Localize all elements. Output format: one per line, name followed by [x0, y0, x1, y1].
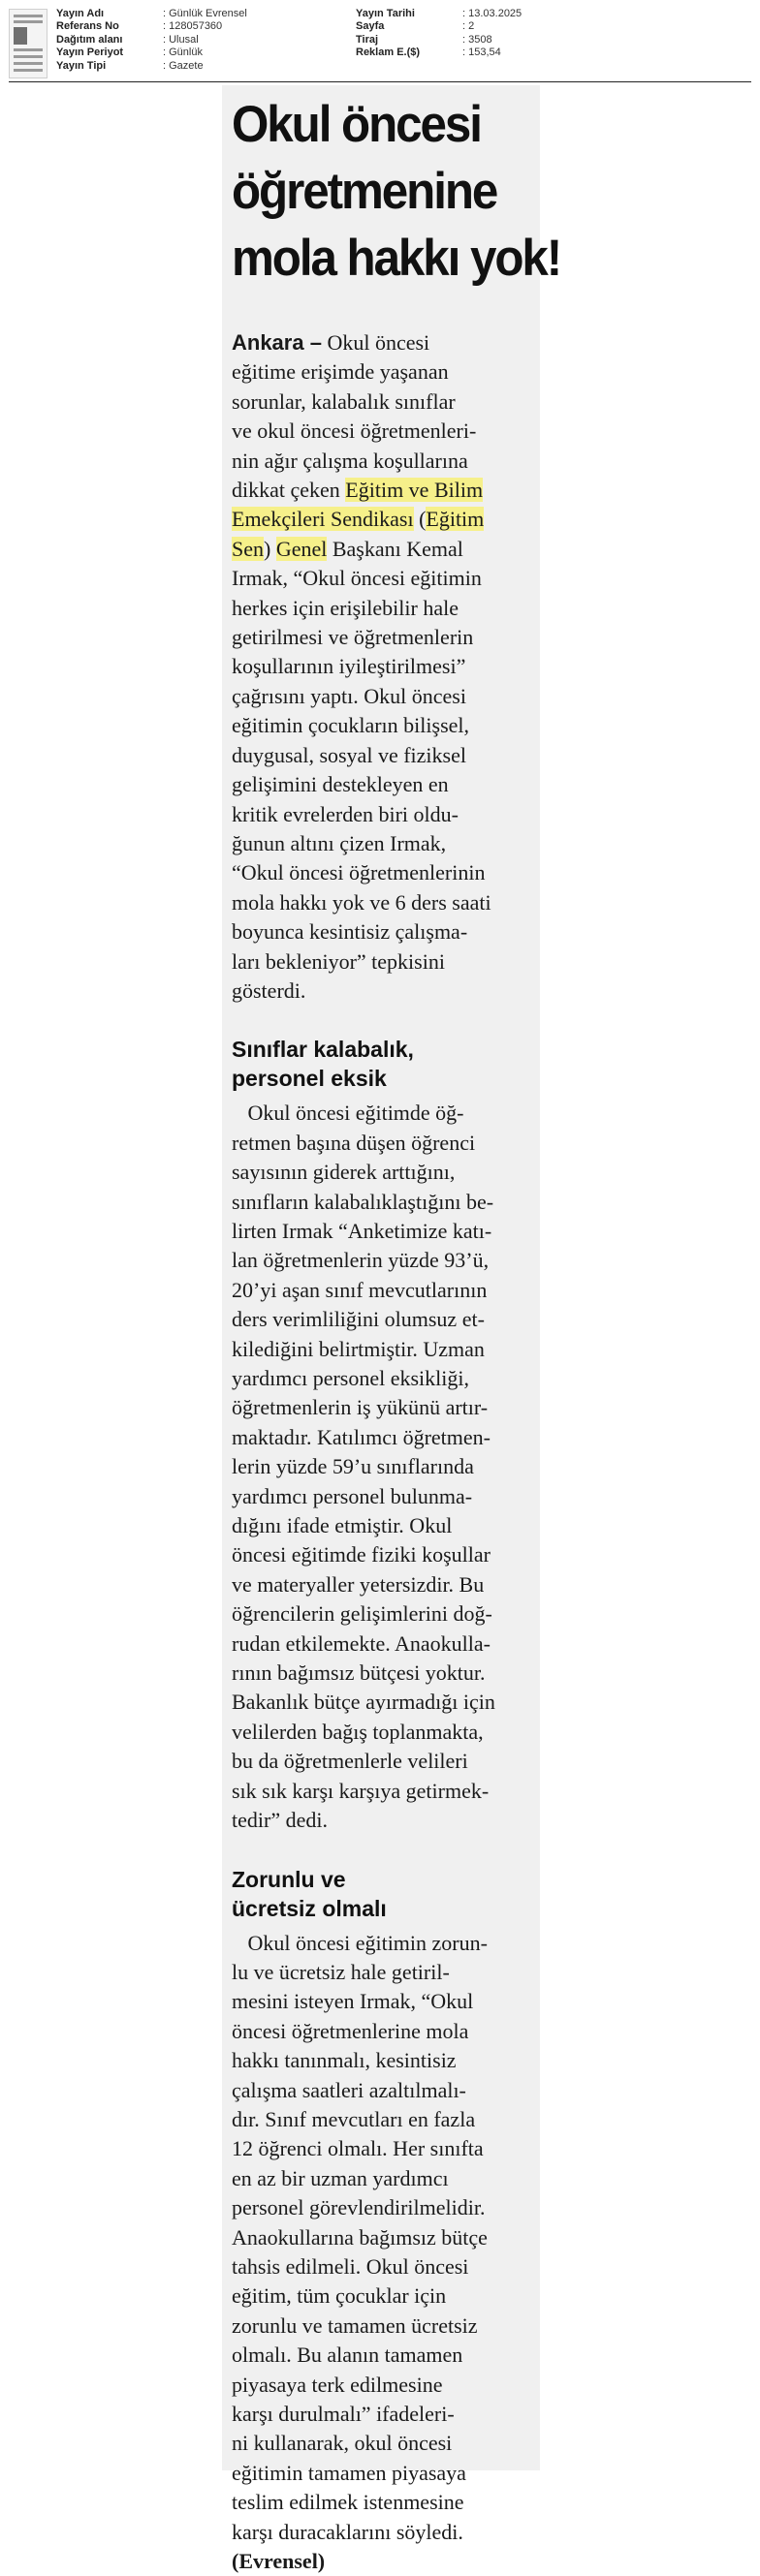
subheading-compulsory-free: Zorunlu ve ücretsiz olmalı [232, 1865, 534, 1923]
meta-row: Dağıtım alanı : Ulusal [56, 34, 247, 47]
clipping-header [0, 0, 760, 83]
meta-row: Referans No : 128057360 [56, 20, 247, 33]
meta-row: Yayın Adı : Günlük Evrensel [56, 8, 247, 20]
meta-right-column [356, 8, 522, 60]
highlighted-text: Eğitim ve Bilim [345, 478, 483, 502]
header-divider [9, 81, 751, 82]
body-paragraph-3: Okul öncesi eğitimin zorun- lu ve ücretsiz hale getiril- mesini isteyen Irmak, “Okul öncesi öğretmenlerine mola hakkı tanınmalı, kesintisiz çalışma saatleri azaltılmalı- dır. Sınıf mevcutları en fazla 12 öğrenci olmalı. Her sınıfta en az bir uzman yardımcı personel görevlendirilmelidir. Anaokullarına bağımsız bütçe tahsis edilmeli. Okul öncesi eğitim, tüm çocuklar için zorunlu ve tamamen ücretsiz olmalı. Bu alanın tamamen piyasaya terk edilmesine karşı durulmalı” ifadeleri- ni kullanarak, okul öncesi eğitimin tamamen piyasaya teslim edilmek istenmesine karşı duracaklarını söyledi. (Evrensel) [232, 1929, 534, 2576]
subheading-crowded-classes: Sınıflar kalabalık, personel eksik [232, 1035, 534, 1093]
meta-left-column [56, 8, 247, 73]
highlighted-text: Sen [232, 537, 264, 561]
meta-row: Yayın Periyot : Günlük [56, 47, 247, 59]
newspaper-thumbnail [9, 9, 48, 78]
body-paragraph-2: Okul öncesi eğitimde öğ- retmen başına düşen öğrenci sayısının giderek arttığını, sınıfların kalabalıklaştığını be- lirten Irmak “Anketimize katı- lan öğretmenlerin yüzde 93’ü, 20’yi aşan sınıf mevcutlarının ders verimliliğini olumsuz et- kilediğini belirtmiştir. Uzman yardımcı personel eksikliği, öğretmenlerin iş yükünü artır- maktadır. Katılımcı öğretmen- lerin yüzde 59’u sınıflarında yardımcı personel bulunma- dığını ifade etmiştir. Okul öncesi eğitimde fiziki koşullar ve materyaller yetersizdir. Bu öğrencilerin gelişimlerini doğ- rudan etkilemekte. Anaokulla- rının bağımsız bütçesi yoktur. Bakanlık bütçe ayırmadığı için velilerden bağış toplanmakta, bu da öğretmenlerle velileri sık sık karşı karşıya getirmek- tedir” dedi. [232, 1099, 534, 1835]
dateline: Ankara – [232, 330, 322, 355]
source-credit: (Evrensel) [232, 2547, 534, 2576]
article [232, 85, 534, 2576]
highlighted-text: Genel [276, 537, 328, 561]
article-panel [222, 85, 540, 2470]
headline: Okul öncesi öğretmenine mola hakkı yok! [232, 91, 538, 292]
highlighted-text: Emekçileri Sendikası [232, 507, 414, 531]
meta-row: Yayın Tarihi : 13.03.2025 [356, 8, 522, 20]
meta-row: Reklam E.($) : 153,54 [356, 47, 522, 59]
meta-row: Tiraj : 3508 [356, 34, 522, 47]
highlighted-text: Eğitim [426, 507, 484, 531]
lead-paragraph: Ankara – Okul öncesi eğitime erişimde yaşanan sorunlar, kalabalık sınıflar ve okul öncesi öğretmenleri- nin ağır çalışma koşullarına dikkat çeken Eğitim ve Bilim Emekçileri Sendikası (Eğitim Sen) Genel Başkanı Kemal Irmak, “Okul öncesi eğitimin herkes için erişilebilir hale getirilmesi ve öğretmenlerin koşullarının iyileştirilmesi” çağrısını yaptı. Okul öncesi eğitimin çocukların bilişsel, duygusal, sosyal ve fiziksel gelişimini destekleyen en kritik evrelerden biri oldu- ğunun altını çizen Irmak, “Okul öncesi öğretmenlerinin mola hakkı yok ve 6 ders saati boyunca kesintisiz çalışma- ları bekleniyor” tepkisini gösterdi. [232, 328, 534, 1006]
meta-row: Sayfa : 2 [356, 20, 522, 33]
meta-row: Yayın Tipi : Gazete [56, 60, 247, 73]
